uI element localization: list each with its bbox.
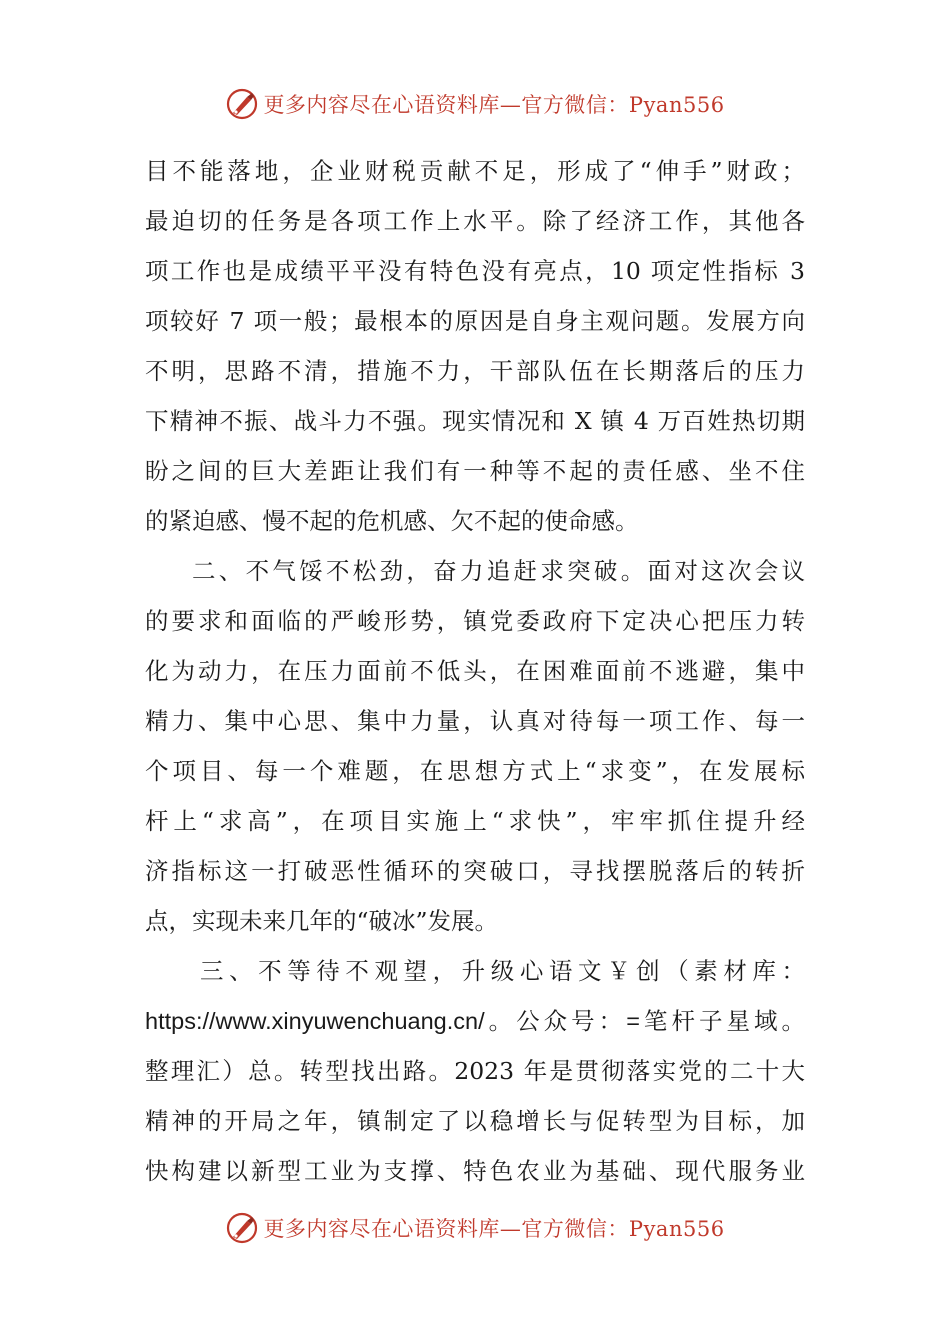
footer-watermark-text: 更多内容尽在心语资料库—官方微信：Pyan556 [263,1217,725,1241]
pen-nib-logo-icon [225,87,259,121]
paragraph-line-url: https://www.xinyuwenchuang.cn/。公众号：=笔杆子星域。 [145,1008,805,1034]
paragraph-line: 的要求和面临的严峻形势，镇党委政府下定决心把压力转 [145,607,805,635]
paragraph-line: 点，实现未来几年的“破冰”发展。 [145,907,499,935]
paragraph-line: 化为动力，在压力面前不低头，在困难面前不逃避，集中 [145,657,805,685]
paragraph-line: 盼之间的巨大差距让我们有一种等不起的责任感、坐不住 [145,457,805,485]
header-watermark-banner [0,84,950,124]
paragraph-line: 杆上“求高”，在项目实施上“求快”，牢牢抓住提升经 [145,807,805,835]
paragraph-line: 的紧迫感、慢不起的危机感、欠不起的使命感。 [145,507,639,535]
paragraph-line: 二、不气馁不松劲，奋力追赶求突破。面对这次会议 [192,557,805,585]
header-watermark-text: 更多内容尽在心语资料库—官方微信：Pyan556 [263,93,725,117]
paragraph-line: 项较好 7 项一般；最根本的原因是自身主观问题。发展方向 [145,307,805,335]
paragraph-line: 个项目、每一个难题，在思想方式上“求变”，在发展标 [145,757,805,785]
paragraph-line: 三、不等待不观望，升级心语文￥创（素材库： [200,957,805,985]
footer-watermark-banner [0,1208,950,1248]
paragraph-line: 下精神不振、战斗力不强。现实情况和 X 镇 4 万百姓热切期 [145,407,805,435]
paragraph-line: 精力、集中心思、集中力量，认真对待每一项工作、每一 [145,707,805,735]
paragraph-line: 不明，思路不清，措施不力，干部队伍在长期落后的压力 [145,357,805,385]
document-body [145,146,805,1196]
pen-nib-logo-icon [225,1211,259,1245]
paragraph-line: 整理汇）总。转型找出路。2023 年是贯彻落实党的二十大 [145,1057,805,1085]
paragraph-line: 最迫切的任务是各项工作上水平。除了经济工作，其他各 [145,207,805,235]
paragraph-line: 目不能落地，企业财税贡献不足，形成了“伸手”财政； [145,157,805,185]
paragraph-line: 济指标这一打破恶性循环的突破口，寻找摆脱落后的转折 [145,857,805,885]
paragraph-line: 快构建以新型工业为支撑、特色农业为基础、现代服务业 [145,1157,805,1185]
paragraph-line: 项工作也是成绩平平没有特色没有亮点，10 项定性指标 3 [145,257,805,285]
paragraph-line: 精神的开局之年，镇制定了以稳增长与促转型为目标，加 [145,1107,805,1135]
